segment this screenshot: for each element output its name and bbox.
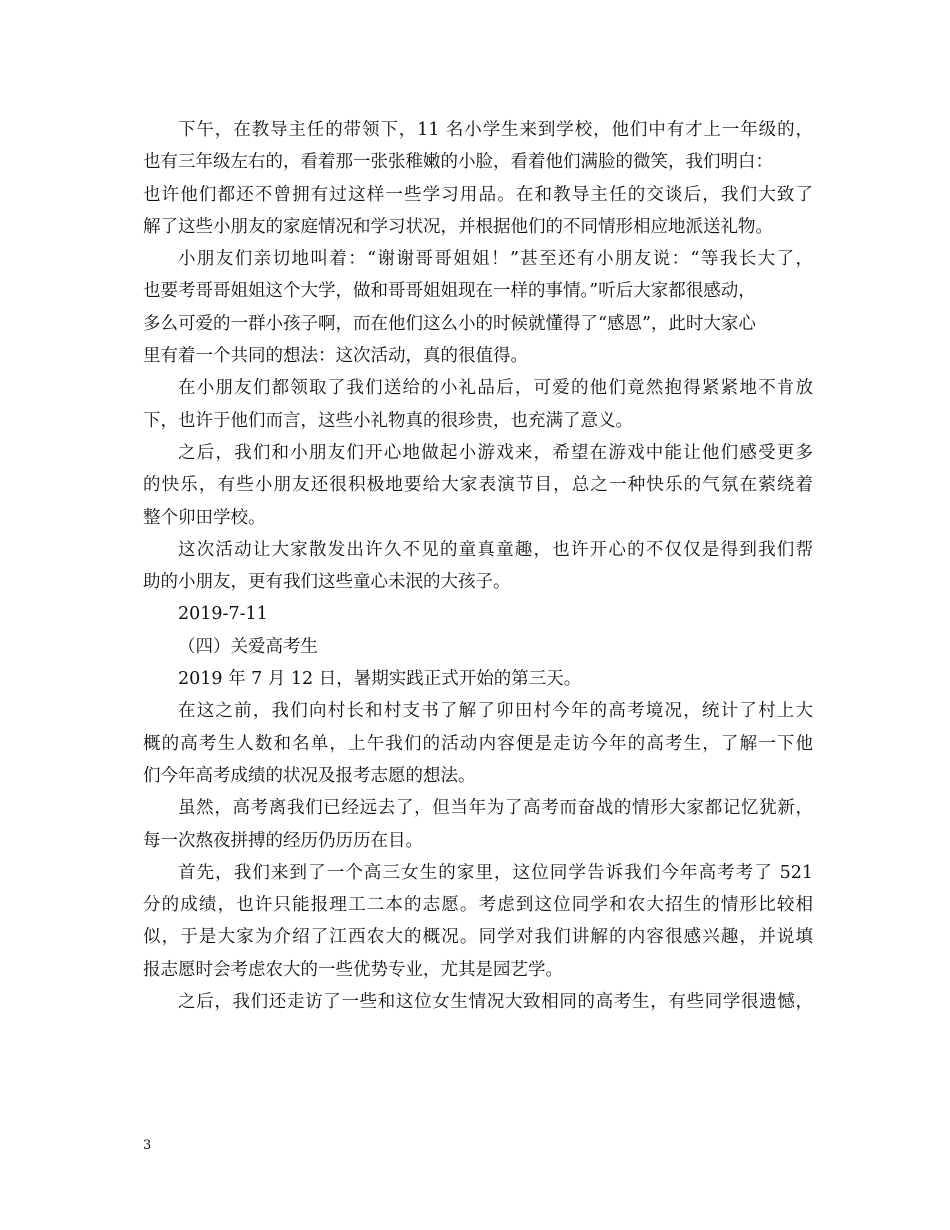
text-line: 的快乐，有些小朋友还很积极地要给大家表演节目，总之一种快乐的气氛在萦绕着 xyxy=(143,475,813,496)
text-line: 在这之前，我们向村长和村支书了解了卯田村今年的高考境况，统计了村上大 xyxy=(178,701,813,722)
page-number: 3 xyxy=(143,1138,152,1153)
text-line: 概的高考生人数和名单，上午我们的活动内容便是走访今年的高考生，了解一下他 xyxy=(143,733,813,754)
text-line: 2019 年 7 月 12 日，暑期实践正式开始的第三天。 xyxy=(178,669,582,690)
text-line: 整个卯田学校。 xyxy=(143,507,266,528)
text-line: 也要考哥哥姐姐这个大学，做和哥哥姐姐现在一样的事情。”听后大家都很感动， xyxy=(143,281,756,302)
text-line: 里有着一个共同的想法：这次活动，真的很值得。 xyxy=(143,346,528,367)
text-line: 在小朋友们都领取了我们送给的小礼品后，可爱的他们竟然抱得紧紧地不肯放 xyxy=(178,378,813,399)
text-line: 下午，在教导主任的带领下，11 名小学生来到学校，他们中有才上一年级的， xyxy=(178,120,813,140)
text-line: 之后，我们和小朋友们开心地做起小游戏来，希望在游戏中能让他们感受更多 xyxy=(178,442,813,463)
text-line: 也许他们都还不曾拥有过这样一些学习用品。在和教导主任的交谈后，我们大致了 xyxy=(143,184,813,205)
text-line: 下，也许于他们而言，这些小礼物真的很珍贵，也充满了意义。 xyxy=(143,410,633,431)
text-line: 也有三年级左右的，看着那一张张稚嫩的小脸，看着他们满脸的微笑，我们明白： xyxy=(143,152,773,173)
body-text xyxy=(143,114,813,1018)
text-line: 首先，我们来到了一个高三女生的家里，这位同学告诉我们今年高考考了 521 xyxy=(178,862,813,883)
text-line: 每一次熬夜拼搏的经历仍历历在目。 xyxy=(143,830,423,851)
text-line: 小朋友们亲切地叫着：“谢谢哥哥姐姐！”甚至还有小朋友说：“等我长大了， xyxy=(178,249,813,270)
text-line: 报志愿时会考虑农大的一些优势专业，尤其是园艺学。 xyxy=(143,959,563,980)
text-line: 似，于是大家为介绍了江西农大的概况。同学对我们讲解的内容很感兴趣，并说填 xyxy=(143,927,813,948)
text-line: 多么可爱的一群小孩子啊，而在他们这么小的时候就懂得了“感恩”，此时大家心 xyxy=(143,313,756,334)
text-line: 们今年高考成绩的状况及报考志愿的想法。 xyxy=(143,765,476,786)
text-line: 分的成绩，也许只能报理工二本的志愿。考虑到这位同学和农大招生的情形比较相 xyxy=(143,895,813,916)
text-line: 2019-7-11 xyxy=(178,604,268,625)
text-line: 助的小朋友，更有我们这些童心未泯的大孩子。 xyxy=(143,572,511,593)
text-line: 这次活动让大家散发出许久不见的童真童趣，也许开心的不仅仅是得到我们帮 xyxy=(178,539,813,560)
text-line: 之后，我们还走访了一些和这位女生情况大致相同的高考生，有些同学很遗憾， xyxy=(178,992,813,1013)
text-line: 解了这些小朋友的家庭情况和学习状况，并根据他们的不同情形相应地派送礼物。 xyxy=(143,216,773,237)
text-line: 虽然，高考离我们已经远去了，但当年为了高考而奋战的情形大家都记忆犹新， xyxy=(178,798,813,819)
text-line: （四）关爱高考生 xyxy=(178,636,318,657)
